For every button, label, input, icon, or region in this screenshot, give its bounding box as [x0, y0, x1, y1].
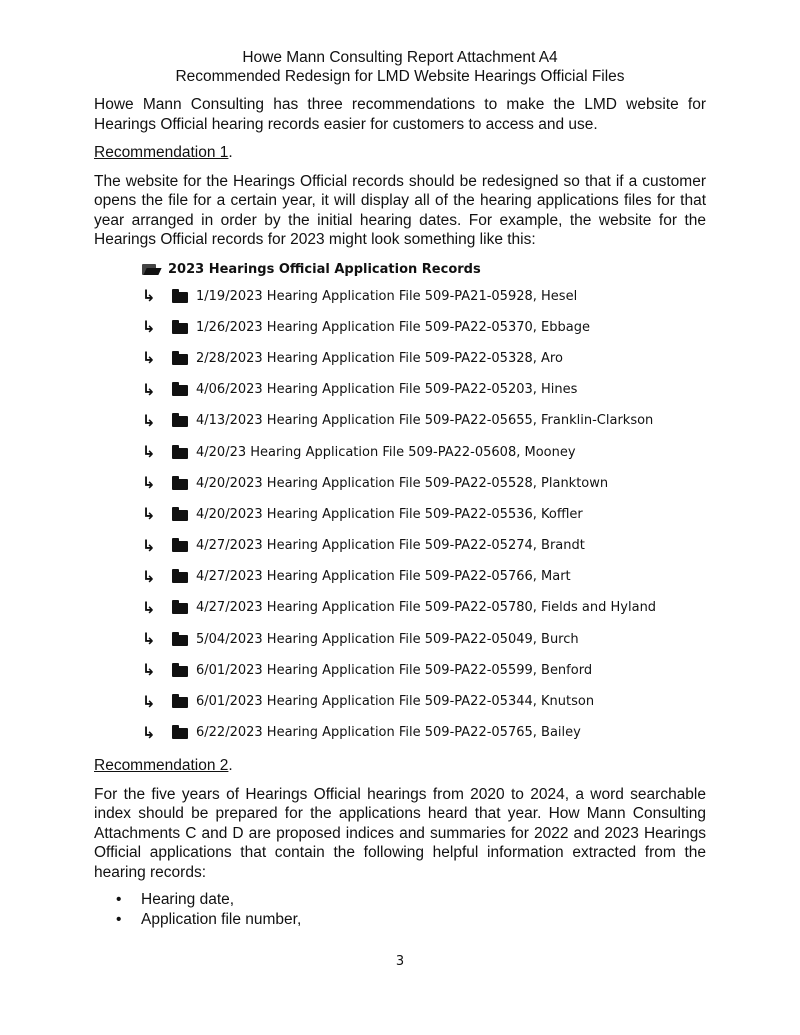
tree-item-label: 4/13/2023 Hearing Application File 509-PA22-05655, Franklin-Clarkson [196, 413, 654, 429]
folder-icon [172, 697, 188, 708]
tree-item[interactable] [142, 624, 706, 655]
document-page [94, 48, 706, 930]
folder-icon [172, 666, 188, 677]
return-arrow-icon: ↳ [142, 286, 156, 306]
tree-item-label: 1/26/2023 Hearing Application File 509-PA22-05370, Ebbage [196, 319, 590, 335]
return-arrow-icon: ↳ [142, 348, 156, 368]
tree-root[interactable] [142, 259, 706, 281]
tree-items [142, 281, 706, 749]
tree-item[interactable] [142, 686, 706, 717]
folder-icon [172, 510, 188, 521]
tree-item[interactable] [142, 655, 706, 686]
folder-icon [172, 323, 188, 334]
tree-item-label: 1/19/2023 Hearing Application File 509-PA21-05928, Hesel [196, 288, 578, 304]
return-arrow-icon: ↳ [142, 442, 156, 462]
tree-item[interactable] [142, 405, 706, 436]
return-arrow-icon: ↳ [142, 317, 156, 337]
tree-item-label: 5/04/2023 Hearing Application File 509-PA22-05049, Burch [196, 631, 579, 647]
return-arrow-icon: ↳ [142, 629, 156, 649]
folder-icon [172, 572, 188, 583]
return-arrow-icon: ↳ [142, 504, 156, 524]
folder-icon [172, 416, 188, 427]
tree-item[interactable] [142, 374, 706, 405]
tree-item-label: 6/01/2023 Hearing Application File 509-PA22-05599, Benford [196, 662, 593, 678]
tree-item[interactable] [142, 436, 706, 467]
folder-icon [172, 479, 188, 490]
recommendation-1-heading: Recommendation 1. [94, 144, 233, 161]
tree-item[interactable] [142, 499, 706, 530]
tree-item[interactable] [142, 312, 706, 343]
return-arrow-icon: ↳ [142, 722, 156, 742]
return-arrow-icon: ↳ [142, 691, 156, 711]
return-arrow-icon: ↳ [142, 566, 156, 586]
folder-icon [172, 292, 188, 303]
folder-icon [172, 728, 188, 739]
file-tree [142, 259, 706, 749]
bullet-item: • Hearing date, [116, 891, 235, 909]
return-arrow-icon: ↳ [142, 660, 156, 680]
tree-root-label: 2023 Hearings Official Application Records [168, 262, 481, 277]
folder-open-icon [142, 264, 160, 275]
tree-item-label: 4/06/2023 Hearing Application File 509-PA22-05203, Hines [196, 382, 578, 398]
tree-item-label: 4/20/2023 Hearing Application File 509-PA22-05536, Koffler [196, 506, 583, 522]
tree-item-label: 6/22/2023 Hearing Application File 509-PA22-05765, Bailey [196, 725, 581, 741]
return-arrow-icon: ↳ [142, 597, 156, 617]
tree-item[interactable] [142, 717, 706, 748]
return-arrow-icon: ↳ [142, 535, 156, 555]
tree-item-label: 4/20/23 Hearing Application File 509-PA22-05608, Mooney [196, 444, 576, 460]
tree-item[interactable] [142, 281, 706, 312]
folder-icon [172, 603, 188, 614]
report-header [94, 48, 706, 86]
header-subtitle: Recommended Redesign for LMD Website Hearings Official Files [175, 68, 625, 85]
folder-icon [172, 541, 188, 552]
tree-item[interactable] [142, 561, 706, 592]
bullet-list [94, 890, 706, 930]
folder-icon [172, 448, 188, 459]
return-arrow-icon: ↳ [142, 473, 156, 493]
tree-item[interactable] [142, 592, 706, 623]
tree-item-label: 4/27/2023 Hearing Application File 509-PA22-05766, Mart [196, 569, 571, 585]
tree-item-label: 4/27/2023 Hearing Application File 509-PA22-05780, Fields and Hyland [196, 600, 657, 616]
folder-icon [172, 354, 188, 365]
intro-paragraph: Howe Mann Consulting has three recommendations to make the LMD website for Hearings Official hearing records easier for customers to access and use. [94, 96, 706, 133]
folder-icon [172, 385, 188, 396]
recommendation-1-body: The website for the Hearings Official records should be redesigned so that if a customer opens the file for a certain year, it will display all of the hearing applications files for that year arranged in order by the initial hearing dates. For example, the website for the Hearings Official records for 2023 might look something like this: [94, 172, 706, 248]
tree-item-label: 4/27/2023 Hearing Application File 509-PA22-05274, Brandt [196, 538, 585, 554]
bullet-item: • Application file number, [116, 911, 302, 929]
header-title: Howe Mann Consulting Report Attachment A4 [242, 49, 558, 66]
tree-item[interactable] [142, 343, 706, 374]
return-arrow-icon: ↳ [142, 410, 156, 430]
tree-item-label: 4/20/2023 Hearing Application File 509-PA22-05528, Planktown [196, 475, 609, 491]
tree-item[interactable] [142, 530, 706, 561]
return-arrow-icon: ↳ [142, 379, 156, 399]
folder-icon [172, 635, 188, 646]
tree-item[interactable] [142, 468, 706, 499]
page-number: 3 [395, 954, 405, 969]
recommendation-2-body: For the five years of Hearings Official hearings from 2020 to 2024, a word searchable index should be prepared for the applications heard that year. How Mann Consulting Attachments C and D are proposed indices and summaries for 2022 and 2023 Hearings Official applications that contain the following helpful information extracted from the hearing records: [94, 785, 706, 881]
recommendation-2-heading: Recommendation 2. [94, 757, 233, 775]
tree-item-label: 6/01/2023 Hearing Application File 509-PA22-05344, Knutson [196, 694, 595, 710]
tree-item-label: 2/28/2023 Hearing Application File 509-PA22-05328, Aro [196, 350, 563, 366]
